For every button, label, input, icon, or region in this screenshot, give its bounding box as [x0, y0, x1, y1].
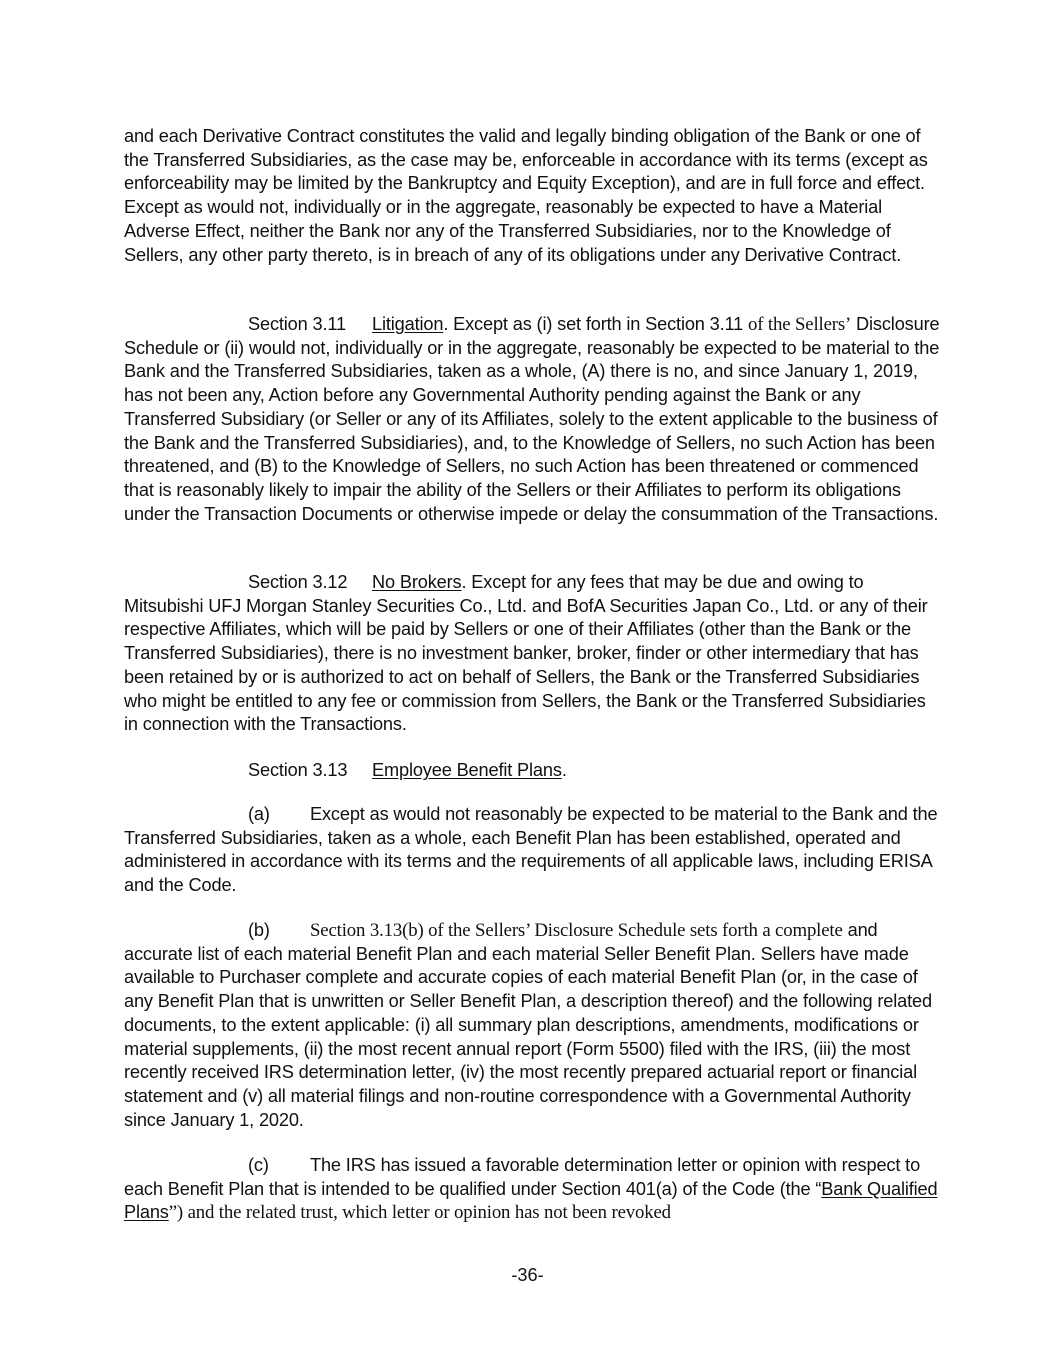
- subsection-text: Except as would not reasonably be expected to be material to the Bank and the Transferred Subsidiaries, taken as a whole, each Benefit Plan has been established, operated and administered in accordance with its terms and the requirements of all applicable laws, including ERISA and the Code.: [124, 804, 938, 896]
- subsection-label: (b): [248, 920, 270, 940]
- subsection-text: The IRS has issued a favorable determination letter or opinion with respect to each Benefit Plan that is intended to be qualified under Section 401(a) of the Code (the “: [124, 1155, 921, 1199]
- section-text: . Except for any fees that may be due and owing to Mitsubishi UFJ Morgan Stanley Securities Co., Ltd. and BofA Securities Japan Co., Ltd. or any of their respective Affiliates, which will be paid by Sellers or one of their Affiliates (other than the Bank or the Transferred Subsidiaries), there is no investment banker, broker, finder or other intermediary that has been retained by or is authorized to act on behalf of Sellers, the Bank or the Transferred Subsidiaries who might be entitled to any fee or commission from Sellers, the Bank or the Transferred Subsidiaries in connection with the Transactions.: [124, 572, 928, 735]
- section-3-13-heading-line: [124, 759, 942, 783]
- section-number: Section 3.13: [248, 760, 348, 780]
- section-text-continued: Disclosure Schedule or (ii) would not, individually or in the aggregate, reasonably be expected to be material to the Bank and the Transferred Subsidiaries, taken as a whole, (A) there is no, and since January 1, 2019, has not been any, Action before any Governmental Authority pending against the Bank or any Transferred Subsidiary (or Seller or any of its Affiliates, solely to the extent applicable to the business of the Bank and the Transferred Subsidiaries), and, to the Knowledge of Sellers, no such Action has been threatened, and (B) to the Knowledge of Sellers, no such Action has been threatened or commenced that is reasonably likely to impair the ability of the Sellers or their Affiliates to perform its obligations under the Transaction Documents or otherwise impede or delay the consummation of the Transactions.: [124, 314, 940, 524]
- subsection-text: and accurate list of each material Benefit Plan and each material Seller Benefit Plan. Sellers have made available to Purchaser complete and accurate copies of each material Benefit Plan (or, in the case of any Benefit Plan that is unwritten or Seller Benefit Plan, a description thereof) and the following related documents, to the extent applicable: (i) all summary plan descriptions, amendments, modifications or material supplements, (ii) the most recent annual report (Form 5500) filed with the IRS, (iii) the most recently received IRS determination letter, (iv) the most recently prepared actuarial report or financial statement and (v) all material filings and non-routine correspondence with a Governmental Authority since January 1, 2020.: [124, 920, 932, 1130]
- subsection-a-paragraph: [124, 803, 942, 898]
- subsection-label: (c): [248, 1155, 269, 1175]
- subsection-b-paragraph: [124, 919, 942, 1132]
- paragraph-derivative-contracts: [124, 125, 942, 267]
- page-number: -36-: [511, 1265, 544, 1285]
- paragraph-text: and each Derivative Contract constitutes the valid and legally binding obligation of the Bank or one of the Transferred Subsidiaries, as the case may be, enforceable in accordance with its terms (except as enforceability may be limited by the Bankruptcy and Equity Exception), and are in full force and effect. Except as would not, individually or in the aggregate, reasonably be expected to have a Material Adverse Effect, neither the Bank nor any of the Transferred Subsidiaries, nor to the Knowledge of Sellers, any other party thereto, is in breach of any of its obligations under any Derivative Contract.: [124, 126, 928, 265]
- section-3-12-paragraph: [124, 571, 942, 737]
- section-heading: Employee Benefit Plans: [372, 760, 562, 780]
- section-heading-period: .: [561, 760, 567, 780]
- subsection-text-serif: Section 3.13(b) of the Sellers’ Disclosure Schedule sets forth a complete: [310, 920, 843, 941]
- section-number: Section 3.12: [248, 572, 348, 592]
- section-3-11-paragraph: [124, 313, 942, 526]
- section-heading: No Brokers: [372, 572, 462, 592]
- subsection-c-paragraph: [124, 1154, 942, 1225]
- section-number: Section 3.11: [248, 314, 346, 334]
- subsection-label: (a): [248, 804, 270, 824]
- defined-term: Bank Qualified Plans: [124, 1178, 938, 1223]
- section-heading: Litigation: [372, 314, 444, 334]
- subsection-text-serif: ”) and the related trust, which letter or opinion has not been revoked: [168, 1202, 671, 1224]
- section-text-serif: of the Sellers’: [748, 314, 852, 335]
- section-text: . Except as (i) set forth in Section 3.11: [443, 314, 749, 334]
